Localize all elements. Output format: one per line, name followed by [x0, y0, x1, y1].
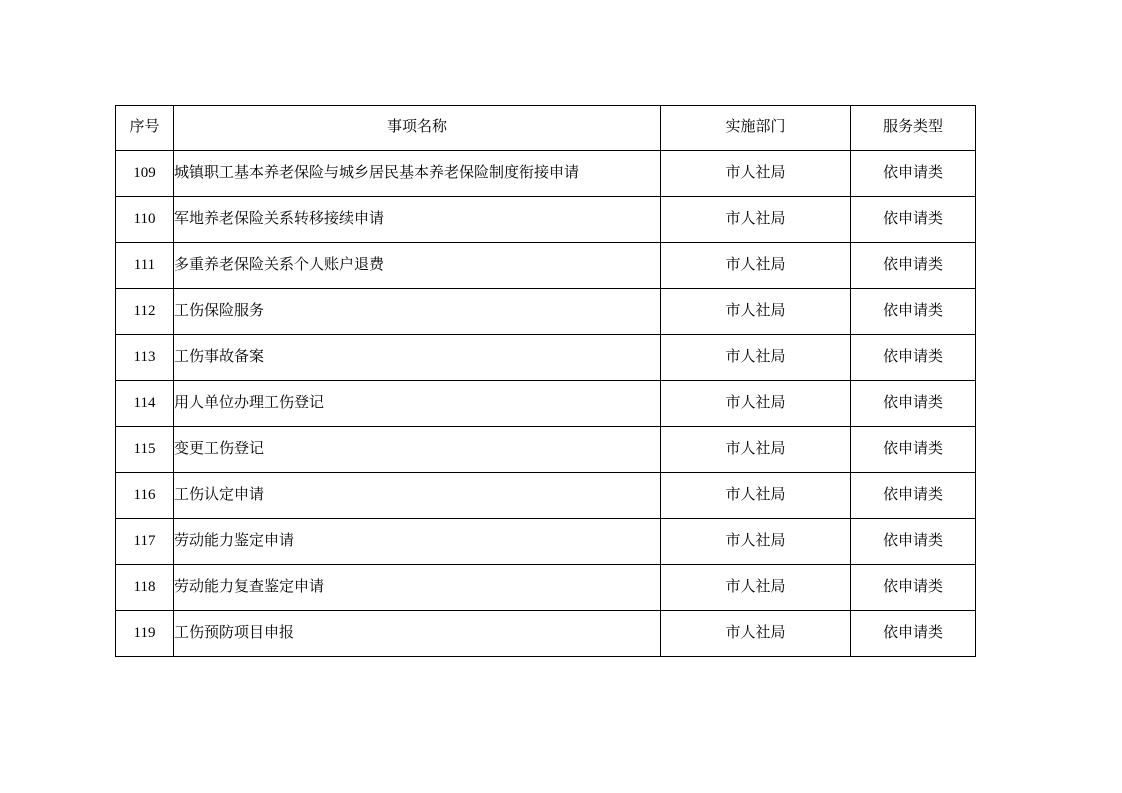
column-header-no: 序号: [116, 106, 174, 151]
table-row: [116, 197, 976, 243]
cell-name: 军地养老保险关系转移接续申请: [174, 197, 661, 243]
cell-no: 115: [116, 427, 174, 473]
cell-no: 113: [116, 335, 174, 381]
table-row: [116, 427, 976, 473]
cell-type: 依申请类: [851, 565, 976, 611]
cell-dept: 市人社局: [661, 243, 851, 289]
cell-name: 变更工伤登记: [174, 427, 661, 473]
column-header-type: 服务类型: [851, 106, 976, 151]
table-row: [116, 381, 976, 427]
table-row: [116, 151, 976, 197]
table-row: [116, 335, 976, 381]
cell-type: 依申请类: [851, 289, 976, 335]
cell-dept: 市人社局: [661, 289, 851, 335]
cell-name: 多重养老保险关系个人账户退费: [174, 243, 661, 289]
cell-no: 110: [116, 197, 174, 243]
cell-name: 用人单位办理工伤登记: [174, 381, 661, 427]
cell-type: 依申请类: [851, 243, 976, 289]
cell-type: 依申请类: [851, 335, 976, 381]
cell-type: 依申请类: [851, 519, 976, 565]
cell-name: 劳动能力复查鉴定申请: [174, 565, 661, 611]
cell-dept: 市人社局: [661, 335, 851, 381]
cell-no: 118: [116, 565, 174, 611]
cell-no: 111: [116, 243, 174, 289]
cell-type: 依申请类: [851, 611, 976, 657]
cell-name: 工伤预防项目申报: [174, 611, 661, 657]
cell-dept: 市人社局: [661, 473, 851, 519]
table-container: [115, 105, 975, 657]
cell-dept: 市人社局: [661, 151, 851, 197]
service-items-table: [115, 105, 976, 657]
table-row: [116, 519, 976, 565]
cell-no: 117: [116, 519, 174, 565]
table-header-row: [116, 106, 976, 151]
cell-type: 依申请类: [851, 151, 976, 197]
cell-name: 城镇职工基本养老保险与城乡居民基本养老保险制度衔接申请: [174, 151, 661, 197]
cell-name: 工伤保险服务: [174, 289, 661, 335]
cell-dept: 市人社局: [661, 519, 851, 565]
cell-dept: 市人社局: [661, 427, 851, 473]
cell-no: 114: [116, 381, 174, 427]
table-row: [116, 289, 976, 335]
cell-dept: 市人社局: [661, 197, 851, 243]
cell-type: 依申请类: [851, 473, 976, 519]
column-header-dept: 实施部门: [661, 106, 851, 151]
cell-no: 109: [116, 151, 174, 197]
cell-type: 依申请类: [851, 427, 976, 473]
column-header-name: 事项名称: [174, 106, 661, 151]
cell-no: 116: [116, 473, 174, 519]
cell-type: 依申请类: [851, 381, 976, 427]
cell-type: 依申请类: [851, 197, 976, 243]
table-header: [116, 106, 976, 151]
cell-dept: 市人社局: [661, 565, 851, 611]
cell-name: 工伤事故备案: [174, 335, 661, 381]
table-row: [116, 565, 976, 611]
table-row: [116, 473, 976, 519]
table-row: [116, 243, 976, 289]
cell-no: 112: [116, 289, 174, 335]
cell-dept: 市人社局: [661, 381, 851, 427]
table-body: [116, 151, 976, 657]
cell-no: 119: [116, 611, 174, 657]
cell-name: 劳动能力鉴定申请: [174, 519, 661, 565]
cell-name: 工伤认定申请: [174, 473, 661, 519]
cell-dept: 市人社局: [661, 611, 851, 657]
table-row: [116, 611, 976, 657]
